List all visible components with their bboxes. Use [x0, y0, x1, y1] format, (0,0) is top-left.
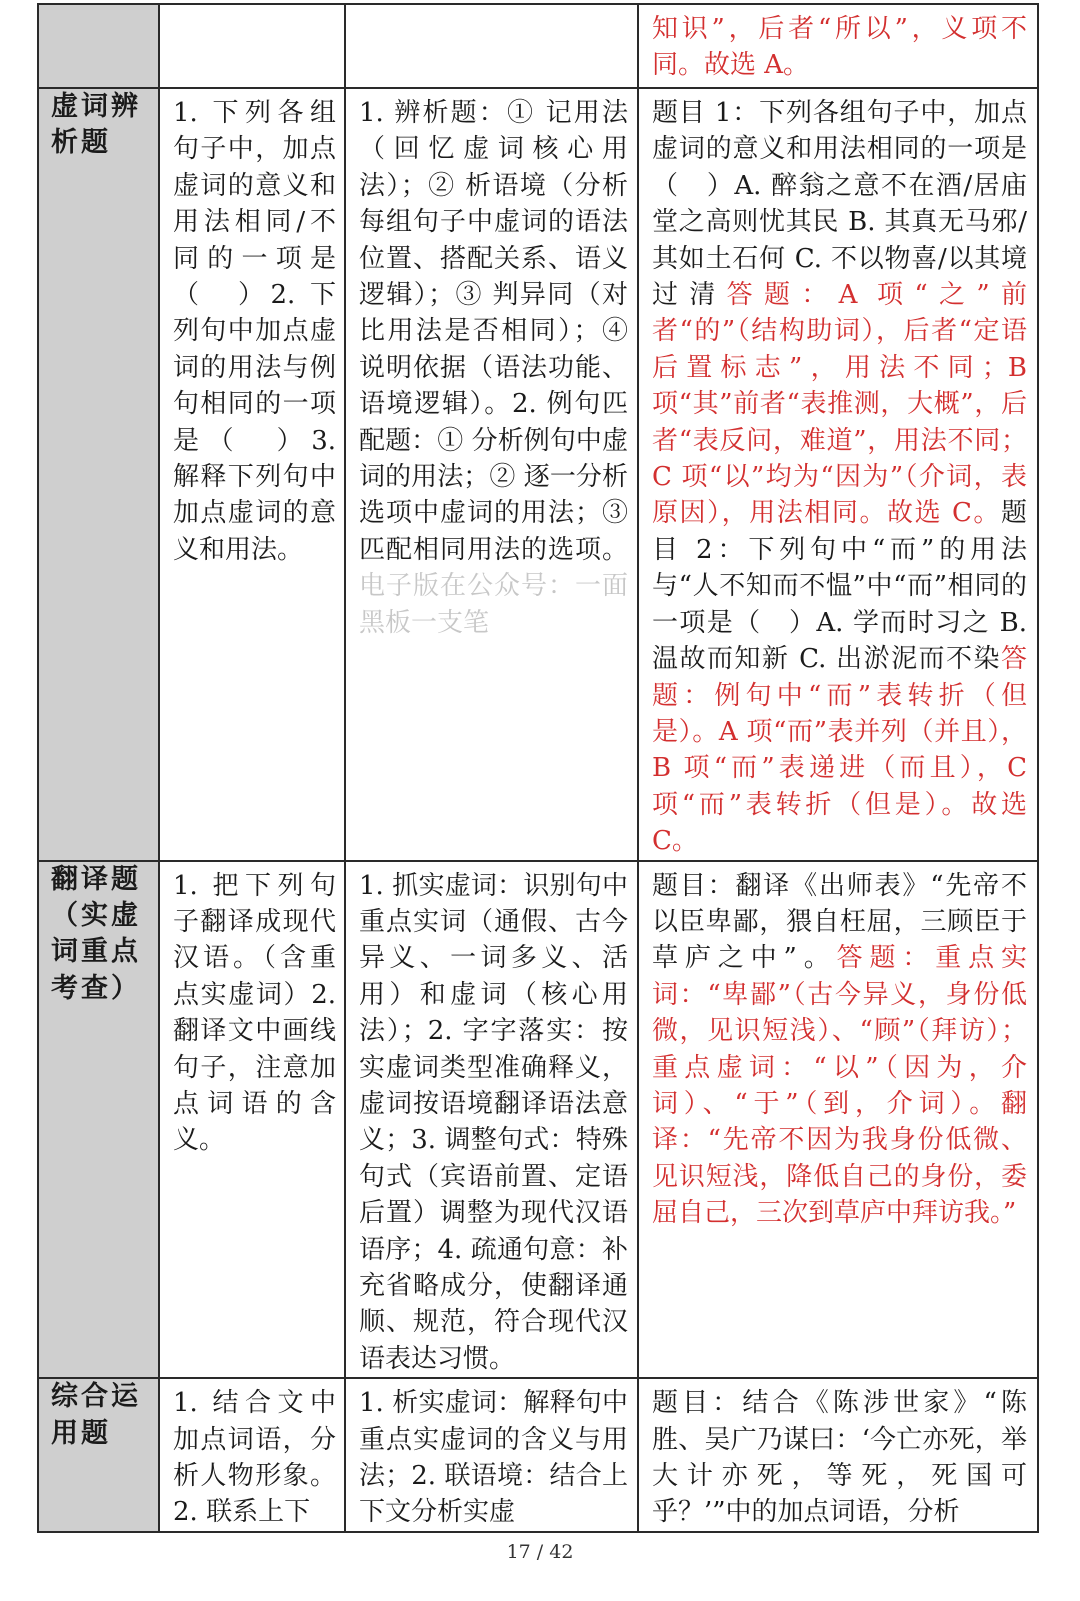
forms-cell: [159, 1378, 345, 1532]
answer-text: 知识”，后者“所以”，义项不同。故选 A。: [652, 14, 1027, 81]
steps-cell: [345, 4, 638, 88]
example-question-text: 题目：结合《陈涉世家》“陈胜、吴广乃谋曰：‘今亡亦死，举大计亦死，等死，死国可乎？’”中的加点词语，分析: [652, 1388, 1027, 1528]
example-cell: [638, 861, 1038, 1379]
method-table: [37, 3, 1039, 1533]
page-number: 17 / 42: [506, 1541, 574, 1563]
forms-cell: [159, 4, 345, 88]
example-question-text: 题目：翻译《出师表》“先帝不以臣卑鄙，猥自枉屈，三顾臣于草庐之中”。: [652, 870, 1027, 974]
answer-steps-text: 1. 析实虚词：解释句中重点实虚词的含义与用法；2. 联语境：结合上下文分析实虚: [359, 1388, 628, 1528]
type-cell: [38, 88, 159, 861]
example-question-text: 题目 2：下列句中“而”的用法与“人不知而不愠”中“而”相同的一项是（ ）A. 学而时习之 B. 温故而知新 C. 出淤泥而不染: [652, 498, 1027, 675]
answer-steps-text: 1. 抓实虚词：识别句中重点实词（通假、古今异义、一词多义、活用）和虚词（核心用法）；2. 字字落实：按实虚词类型准确释义，虚词按语境翻译语法意义；3. 调整句式：特殊句式（宾语前置、定语后置）调整为现代汉语语序；4. 疏通句意：补充省略成分，使翻译通顺、规范，符合现代汉语表达习惯。: [359, 870, 628, 1374]
type-cell: [38, 1378, 159, 1532]
question-type-label: 综合运用题: [51, 1381, 141, 1449]
steps-cell: [345, 1378, 638, 1532]
steps-cell: [345, 861, 638, 1379]
answer-text: 答题：A 项“之”前者“的”（结构助词），后者“定语后置标志”，用法不同；B 项“其”前者“表推测，大概”，后者“表反问，难道”，用法不同；C 项“以”均为“因为”（介词，表原因），用法相同。故选 C。: [652, 280, 1027, 529]
table-row: [38, 88, 1038, 861]
forms-cell: [159, 88, 345, 861]
question-forms-text: 1. 下列各组句子中，加点虚词的意义和用法相同/不同的一项是（ ）2. 下列句中加点虚词的用法与例句相同的一项是（ ）3. 解释下列句中加点虚词的意义和用法。: [173, 98, 336, 565]
example-cell: [638, 4, 1038, 88]
watermark-text: 电子版在公众号：一面黑板一支笔: [359, 571, 628, 638]
question-forms-text: 1. 把下列句子翻译成现代汉语。（含重点实虚词）2. 翻译文中画线句子，注意加点词语的含义。: [173, 870, 336, 1156]
answer-text: 答题：例句中“而”表转折（但是）。A 项“而”表并列（并且），B 项“而”表递进（而且），C 项“而”表转折（但是）。故选 C。: [652, 644, 1027, 857]
question-type-label: 虚词辨析题: [51, 91, 141, 159]
table-row: [38, 1378, 1038, 1532]
example-question-text: 题目 1：下列各组句子中，加点虚词的意义和用法相同的一项是（ ）A. 醉翁之意不在酒/居庙堂之高则忧其民 B. 其真无马邪/其如土石何 C. 不以物喜/以其境过清: [652, 98, 1027, 311]
question-forms-text: 1. 结合文中加点词语，分析人物形象。2. 联系上下: [173, 1388, 336, 1528]
question-type-label: 翻译题（实虚词重点考查）: [51, 863, 141, 1004]
table-row: [38, 4, 1038, 88]
forms-cell: [159, 861, 345, 1379]
example-cell: [638, 88, 1038, 861]
answer-text: 答题：重点实词：“卑鄙”（古今异义，身份低微，见识短浅）、“顾”（拜访）；重点虚词：“以”（因为，介词）、“于”（到，介词）。翻译：“先帝不因为我身份低微、见识短浅，降低自己的身份，委屈自己，三次到草庐中拜访我。”: [652, 943, 1027, 1229]
table-row: [38, 861, 1038, 1379]
answer-steps-text: 1. 辨析题：① 记用法（回忆虚词核心用法）；② 析语境（分析每组句子中虚词的语法位置、搭配关系、语义逻辑）；③ 判异同（对比用法是否相同）；④ 说明依据（语法功能、语境逻辑）。2. 例句匹配题：① 分析例句中虚词的用法；② 逐一分析选项中虚词的用法；③ 匹配相同用法的选项。: [359, 98, 628, 565]
type-cell: [38, 861, 159, 1379]
steps-cell: [345, 88, 638, 861]
example-cell: [638, 1378, 1038, 1532]
type-cell: [38, 4, 159, 88]
